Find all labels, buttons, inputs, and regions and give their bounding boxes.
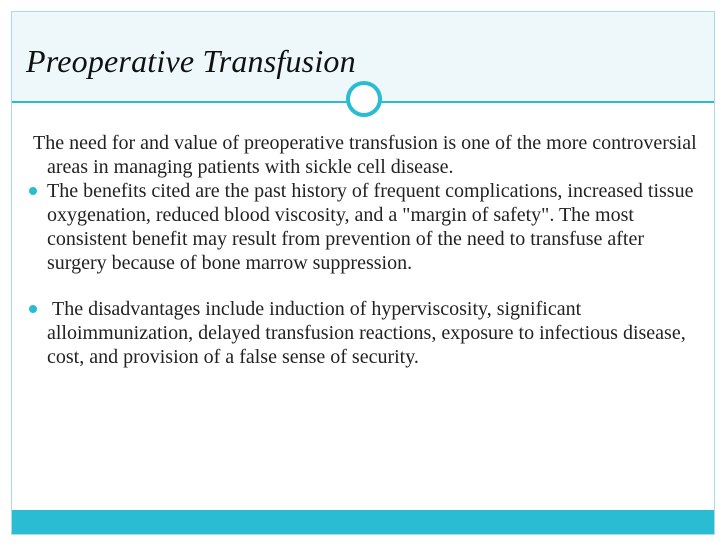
- bullet-icon: [29, 187, 37, 195]
- circle-ornament-icon: [346, 81, 382, 117]
- slide-body: [28, 131, 704, 369]
- bullet-text: The benefits cited are the past history of frequent complications, increased tissue oxygenation, reduced blood viscosity, and a "margin of safety". The most consistent benefit may result from prevention of the need to transfuse after surgery because of bone marrow suppression.: [47, 180, 694, 274]
- spacer: [28, 275, 704, 297]
- slide-title: Preoperative Transfusion: [26, 43, 356, 79]
- footer-bar: [12, 510, 714, 534]
- bullet-text: The disadvantages include induction of hyperviscosity, significant alloimmunization, delayed transfusion reactions, exposure to infectious disease, cost, and provision of a false sense of security.: [47, 298, 691, 368]
- bullet-icon: [29, 305, 37, 313]
- intro-paragraph: The need for and value of preoperative transfusion is one of the more controversial areas in managing patients with sickle cell disease.: [33, 132, 697, 178]
- bullet-item-disadvantages: [28, 297, 704, 369]
- bullet-item-benefits: [28, 179, 704, 275]
